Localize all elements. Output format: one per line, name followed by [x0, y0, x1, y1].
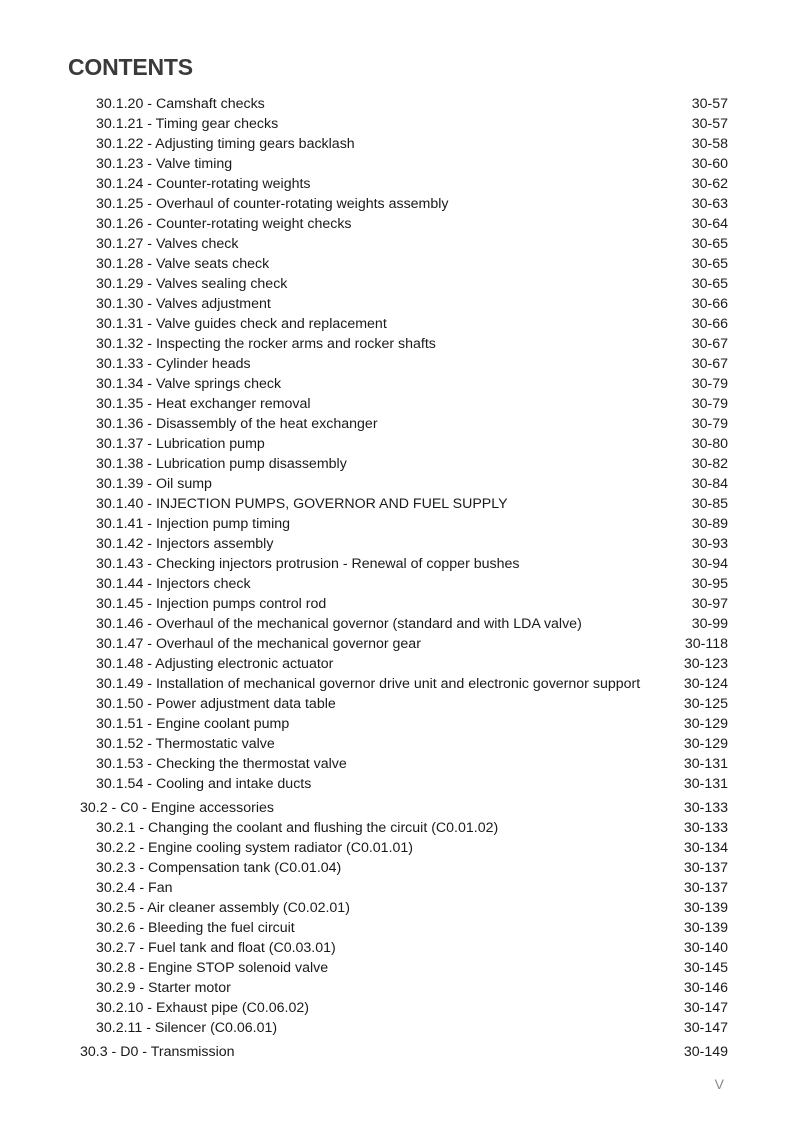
- toc-entry[interactable]: [80, 1018, 728, 1038]
- toc-entry-label: 30.1.53 - Checking the thermostat valve: [96, 756, 347, 772]
- toc-entry[interactable]: [80, 998, 728, 1018]
- toc-entry-page: 30-60: [691, 156, 728, 172]
- toc-entry-label: 30.2.5 - Air cleaner assembly (C0.02.01): [96, 900, 350, 916]
- toc-entry-page: 30-125: [683, 696, 728, 712]
- toc-entry-label: 30.1.25 - Overhaul of counter-rotating weights assembly: [96, 196, 449, 212]
- toc-entry[interactable]: [80, 234, 728, 254]
- toc-entry-page: 30-66: [691, 296, 728, 312]
- toc-entry-page: 30-123: [683, 656, 728, 672]
- toc-entry-page: 30-93: [691, 536, 728, 552]
- toc-entry-label: 30.1.50 - Power adjustment data table: [96, 696, 336, 712]
- toc-entry-page: 30-79: [691, 396, 728, 412]
- toc-entry-label: 30.1.22 - Adjusting timing gears backlash: [96, 136, 355, 152]
- toc-entry[interactable]: [80, 314, 728, 334]
- toc-entry[interactable]: [80, 858, 728, 878]
- toc-entry[interactable]: [80, 714, 728, 734]
- toc-entry-page: 30-149: [683, 1044, 728, 1060]
- toc-entry-label: 30.2.8 - Engine STOP solenoid valve: [96, 960, 329, 976]
- toc-entry[interactable]: [80, 354, 728, 374]
- toc-entry[interactable]: [80, 654, 728, 674]
- toc-entry-page: 30-58: [691, 136, 728, 152]
- toc-entry[interactable]: [80, 474, 728, 494]
- toc-entry-page: 30-99: [691, 616, 728, 632]
- toc-entry-label: 30.1.40 - INJECTION PUMPS, GOVERNOR AND FUEL SUPPLY: [96, 496, 508, 512]
- toc-entry[interactable]: [80, 174, 728, 194]
- toc-entry-label: 30.1.26 - Counter-rotating weight checks: [96, 216, 352, 232]
- toc-entry-page: 30-133: [683, 800, 728, 816]
- toc-entry-page: 30-147: [683, 1000, 728, 1016]
- toc-entry-label: 30.3 - D0 - Transmission: [80, 1044, 235, 1060]
- toc-entry-label: 30.1.20 - Camshaft checks: [96, 96, 265, 112]
- toc-entry[interactable]: [80, 818, 728, 838]
- toc-entry[interactable]: [80, 494, 728, 514]
- toc-section-entry[interactable]: [80, 798, 728, 818]
- toc-entry[interactable]: [80, 454, 728, 474]
- toc-entry[interactable]: [80, 134, 728, 154]
- toc-entry[interactable]: [80, 918, 728, 938]
- toc-entry-page: 30-62: [691, 176, 728, 192]
- toc-entry-page: 30-137: [683, 860, 728, 876]
- toc-entry-label: 30.2.11 - Silencer (C0.06.01): [96, 1020, 278, 1036]
- toc-entry-page: 30-63: [691, 196, 728, 212]
- toc-entry-page: 30-79: [691, 376, 728, 392]
- toc-entry[interactable]: [80, 594, 728, 614]
- toc-entry[interactable]: [80, 514, 728, 534]
- toc-entry-label: 30.2.10 - Exhaust pipe (C0.06.02): [96, 1000, 309, 1016]
- toc-entry-page: 30-80: [691, 436, 728, 452]
- toc-entry-label: 30.1.30 - Valves adjustment: [96, 296, 271, 312]
- toc-entry-page: 30-65: [691, 276, 728, 292]
- toc-entry-page: 30-67: [691, 356, 728, 372]
- toc-entry-label: 30.2.6 - Bleeding the fuel circuit: [96, 920, 295, 936]
- toc-entry-label: 30.1.38 - Lubrication pump disassembly: [96, 456, 347, 472]
- toc-entry[interactable]: [80, 374, 728, 394]
- toc-entry[interactable]: [80, 574, 728, 594]
- toc-entry[interactable]: [80, 114, 728, 134]
- toc-entry[interactable]: [80, 214, 728, 234]
- toc-entry-label: 30.1.45 - Injection pumps control rod: [96, 596, 327, 612]
- toc-entry-label: 30.1.39 - Oil sump: [96, 476, 212, 492]
- toc-entry-page: 30-124: [683, 676, 728, 692]
- toc-entry[interactable]: [80, 414, 728, 434]
- toc-entry[interactable]: [80, 838, 728, 858]
- toc-entry-page: 30-133: [683, 820, 728, 836]
- toc-entry-label: 30.1.49 - Installation of mechanical governor drive unit and electronic governor support: [96, 676, 641, 692]
- toc-entry-label: 30.1.34 - Valve springs check: [96, 376, 282, 392]
- toc-entry[interactable]: [80, 434, 728, 454]
- toc-entry-page: 30-145: [683, 960, 728, 976]
- toc-entry[interactable]: [80, 334, 728, 354]
- toc-entry-label: 30.1.36 - Disassembly of the heat exchanger: [96, 416, 378, 432]
- toc-entry[interactable]: [80, 878, 728, 898]
- toc-entry-label: 30.1.48 - Adjusting electronic actuator: [96, 656, 334, 672]
- toc-entry-page: 30-131: [683, 776, 728, 792]
- toc-entry-label: 30.1.28 - Valve seats check: [96, 256, 270, 272]
- toc-entry-label: 30.1.54 - Cooling and intake ducts: [96, 776, 312, 792]
- toc-entry-label: 30.2.7 - Fuel tank and float (C0.03.01): [96, 940, 336, 956]
- toc-entry-page: 30-95: [691, 576, 728, 592]
- toc-entry-label: 30.1.21 - Timing gear checks: [96, 116, 279, 132]
- toc-entry[interactable]: [80, 674, 728, 694]
- toc-entry-page: 30-129: [683, 716, 728, 732]
- toc-entry-label: 30.1.23 - Valve timing: [96, 156, 233, 172]
- toc-entry-label: 30.1.44 - Injectors check: [96, 576, 251, 592]
- toc-entry[interactable]: [80, 774, 728, 794]
- toc-entry-page: 30-137: [683, 880, 728, 896]
- toc-entry-page: 30-82: [691, 456, 728, 472]
- toc-entry[interactable]: [80, 694, 728, 714]
- toc-entry-page: 30-147: [683, 1020, 728, 1036]
- toc-entry-label: 30.1.42 - Injectors assembly: [96, 536, 274, 552]
- toc-entry[interactable]: [80, 734, 728, 754]
- toc-entry[interactable]: [80, 154, 728, 174]
- toc-entry-page: 30-139: [683, 920, 728, 936]
- table-of-contents: [80, 94, 728, 1062]
- toc-entry-page: 30-67: [691, 336, 728, 352]
- toc-entry-page: 30-139: [683, 900, 728, 916]
- toc-entry-page: 30-85: [691, 496, 728, 512]
- toc-entry[interactable]: [80, 554, 728, 574]
- toc-entry-page: 30-131: [683, 756, 728, 772]
- toc-entry-label: 30.1.35 - Heat exchanger removal: [96, 396, 311, 412]
- toc-entry-page: 30-84: [691, 476, 728, 492]
- toc-entry-label: 30.1.41 - Injection pump timing: [96, 516, 291, 532]
- toc-entry-page: 30-146: [683, 980, 728, 996]
- toc-entry[interactable]: [80, 254, 728, 274]
- toc-entry-page: 30-97: [691, 596, 728, 612]
- toc-entry-page: 30-65: [691, 256, 728, 272]
- toc-entry-page: 30-64: [691, 216, 728, 232]
- toc-entry-page: 30-79: [691, 416, 728, 432]
- toc-entry[interactable]: [80, 958, 728, 978]
- toc-entry-label: 30.1.47 - Overhaul of the mechanical governor gear: [96, 636, 421, 652]
- toc-entry-label: 30.1.37 - Lubrication pump: [96, 436, 265, 452]
- page-number: V: [714, 1076, 724, 1092]
- toc-entry-label: 30.2.3 - Compensation tank (C0.01.04): [96, 860, 342, 876]
- toc-entry-label: 30.2.4 - Fan: [96, 880, 173, 896]
- toc-entry[interactable]: [80, 94, 728, 114]
- toc-entry[interactable]: [80, 274, 728, 294]
- toc-entry-label: 30.1.52 - Thermostatic valve: [96, 736, 275, 752]
- toc-entry[interactable]: [80, 978, 728, 998]
- toc-entry-page: 30-118: [684, 636, 728, 652]
- toc-entry-label: 30.1.27 - Valves check: [96, 236, 239, 252]
- toc-entry-label: 30.1.33 - Cylinder heads: [96, 356, 251, 372]
- toc-entry-page: 30-134: [683, 840, 728, 856]
- toc-entry[interactable]: [80, 394, 728, 414]
- toc-entry-label: 30.1.29 - Valves sealing check: [96, 276, 288, 292]
- toc-entry[interactable]: [80, 634, 728, 654]
- toc-entry[interactable]: [80, 754, 728, 774]
- toc-entry-label: 30.1.31 - Valve guides check and replacement: [96, 316, 387, 332]
- toc-section-entry[interactable]: [80, 1042, 728, 1062]
- toc-entry-page: 30-65: [691, 236, 728, 252]
- toc-entry-label: 30.2.9 - Starter motor: [96, 980, 231, 996]
- toc-entry[interactable]: [80, 534, 728, 554]
- toc-entry-page: 30-89: [691, 516, 728, 532]
- toc-entry[interactable]: [80, 898, 728, 918]
- toc-entry[interactable]: [80, 294, 728, 314]
- toc-entry-label: 30.1.43 - Checking injectors protrusion - Renewal of copper bushes: [96, 556, 520, 572]
- toc-entry[interactable]: [80, 938, 728, 958]
- toc-entry-page: 30-66: [691, 316, 728, 332]
- toc-entry-page: 30-57: [691, 96, 728, 112]
- toc-entry-label: 30.2 - C0 - Engine accessories: [80, 800, 274, 816]
- toc-entry-label: 30.1.51 - Engine coolant pump: [96, 716, 290, 732]
- toc-entry-label: 30.1.46 - Overhaul of the mechanical governor (standard and with LDA valve): [96, 616, 582, 632]
- toc-entry-label: 30.1.24 - Counter-rotating weights: [96, 176, 311, 192]
- toc-entry-page: 30-140: [683, 940, 728, 956]
- toc-entry-page: 30-129: [683, 736, 728, 752]
- toc-entry-label: 30.1.32 - Inspecting the rocker arms and rocker shafts: [96, 336, 436, 352]
- page-title: CONTENTS: [68, 54, 193, 80]
- toc-entry-label: 30.2.1 - Changing the coolant and flushing the circuit (C0.01.02): [96, 820, 499, 836]
- toc-entry-page: 30-94: [691, 556, 728, 572]
- toc-entry-page: 30-57: [691, 116, 728, 132]
- toc-entry[interactable]: [80, 194, 728, 214]
- toc-entry-label: 30.2.2 - Engine cooling system radiator (C0.01.01): [96, 840, 414, 856]
- toc-entry[interactable]: [80, 614, 728, 634]
